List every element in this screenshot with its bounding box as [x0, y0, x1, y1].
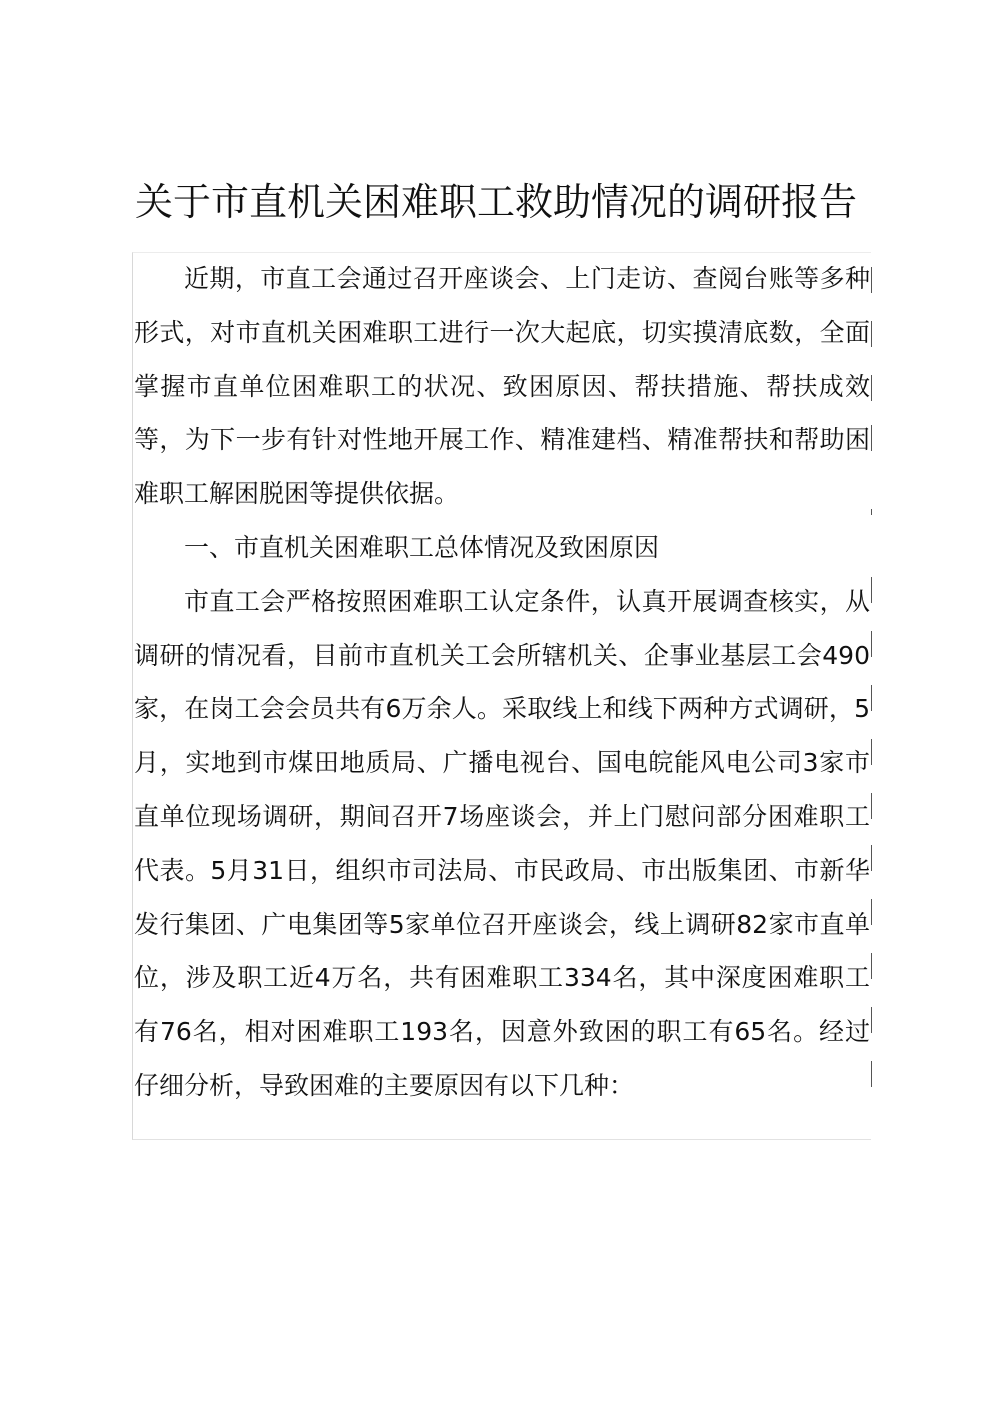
frame-edge-mark: [871, 899, 872, 925]
document-title: 关于市直机关困难职工救助情况的调研报告: [134, 180, 857, 224]
frame-edge-mark: [871, 631, 872, 657]
frame-edge-mark: [871, 739, 872, 765]
frame-edge-mark: [871, 577, 872, 603]
frame-edge-mark: [871, 685, 872, 711]
frame-edge-mark: [871, 953, 872, 979]
frame-edge-mark: [871, 267, 872, 293]
frame-edge-mark: [871, 425, 872, 451]
frame-edge-mark: [871, 845, 872, 871]
frame-edge-mark: [871, 793, 872, 819]
section-heading-1: 一、市直机关困难职工总体情况及致困原因: [184, 532, 660, 562]
frame-edge-mark: [871, 375, 872, 401]
document-body: [134, 252, 870, 1113]
frame-edge-mark: [871, 1007, 872, 1033]
paragraph-intro: 近期，市直工会通过召开座谈会、上门走访、查阅台账等多种形式，对市直机关困难职工进行一次大起底，切实摸清底数，全面掌握市直单位困难职工的状况、致困原因、帮扶措施、帮扶成效等，为下一步有针对性地开展工作、精准建档、精准帮扶和帮助困难职工解困脱困等提供依据。: [134, 264, 870, 509]
frame-edge-mark: [871, 321, 872, 347]
frame-edge-mark: [871, 509, 872, 515]
paragraph-survey-details: 市直工会严格按照困难职工认定条件，认真开展调查核实，从调研的情况看，目前市直机关工会所辖机关、企事业基层工会490家，在岗工会会员共有6万余人。采取线上和线下两种方式调研，5月，实地到市煤田地质局、广播电视台、国电皖能风电公司3家市直单位现场调研，期间召开7场座谈会，并上门慰问部分困难职工代表。5月31日，组织市司法局、市民政局、市出版集团、市新华发行集团、广电集团等5家单位召开座谈会，线上调研82家市直单位，涉及职工近4万名，共有困难职工334名，其中深度困难职工有76名，相对困难职工193名，因意外致困的职工有65名。经过仔细分析，导致困难的主要原因有以下几种：: [134, 586, 870, 1100]
frame-edge-mark: [871, 1061, 872, 1087]
